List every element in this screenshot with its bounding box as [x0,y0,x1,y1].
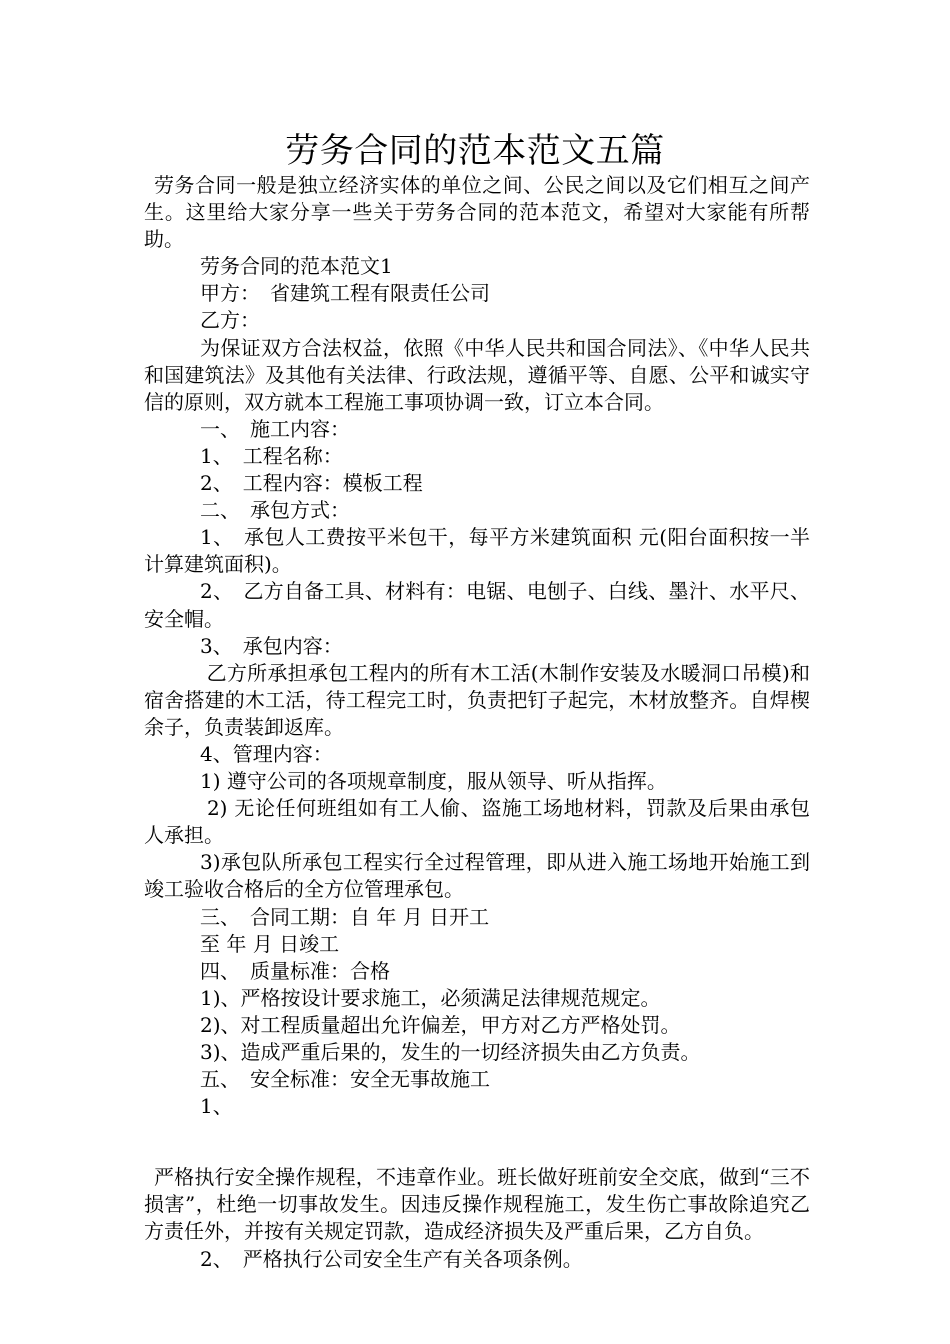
clause-1-2: 2、 工程内容：模板工程 [200,471,423,496]
clause-2-4-2: 2) 无论任何班组如有工人偷、盗施工场地材料，罚款及后果由承包人承担。 [144,796,810,848]
section-heading-4: 四、 质量标准：合格 [200,958,390,983]
paragraph-gap [144,1120,810,1164]
clause-4-2: 2)、对工程质量超出允许偏差，甲方对乙方严格处罚。 [200,1012,681,1037]
clause-4-1: 1)、严格按设计要求施工，必须满足法律规范规定。 [200,985,661,1010]
clause-2-2: 2、 乙方自备工具、材料有：电锯、电刨子、白线、墨汁、水平尺、安全帽。 [144,579,810,631]
sample-heading: 劳务合同的范本范文1 [200,254,393,279]
clause-2-4-3: 3)承包队所承包工程实行全过程管理，即从进入施工场地开始施工到竣工验收合格后的全方位管理承包。 [144,850,810,902]
preamble-paragraph: 为保证双方合法权益，依照《中华人民共和国合同法》、《中华人民共和国建筑法》及其他有关法律、行政法规，遵循平等、自愿、公平和诚实守信的原则，双方就本工程施工事项协调一致，订立本合同。 [144,335,810,414]
section-heading-2: 二、 承包方式： [200,498,350,523]
clause-3-end-date: 至 年 月 日竣工 [200,931,340,956]
intro-paragraph: 劳务合同一般是独立经济实体的单位之间、公民之间以及它们相互之间产生。这里给大家分享一些关于劳务合同的范本范文，希望对大家能有所帮助。 [144,173,810,252]
clause-2-4: 4、管理内容： [200,741,333,766]
clause-2-3: 3、 承包内容： [200,633,343,658]
clause-2-4-1: 1) 遵守公司的各项规章制度，服从领导、听从指挥。 [200,769,667,794]
section-heading-5: 五、 安全标准：安全无事故施工 [200,1067,490,1092]
section-heading-3: 三、 合同工期：自 年 月 日开工 [200,904,490,929]
clause-1-1: 1、 工程名称： [200,443,343,468]
clause-2-1: 1、 承包人工费按平米包干，每平方米建筑面积 元(阳台面积按一半计算建筑面积)。 [144,525,810,577]
clause-5-2: 2、 严格执行公司安全生产有关各项条例。 [200,1246,583,1271]
clause-4-3: 3)、造成严重后果的，发生的一切经济损失由乙方负责。 [200,1040,701,1064]
section-heading-1: 一、 施工内容： [200,416,350,441]
clause-5-1: 1、 [200,1094,233,1119]
document-body [144,172,810,1273]
clause-5-1-body: 严格执行安全操作规程，不违章作业。班长做好班前安全交底，做到“三不损害”，杜绝一切事故发生。因违反操作规程施工，发生伤亡事故除追究乙方责任外，并按有关规定罚款，造成经济损失及严重后果，乙方自负。 [144,1165,810,1244]
party-a-line: 甲方： 省建筑工程有限责任公司 [200,281,490,306]
document-title: 劳务合同的范本范文五篇 [285,131,665,171]
party-b-line: 乙方： [200,308,260,333]
clause-2-3-body: 乙方所承担承包工程内的所有木工活(木制作安装及水暖洞口吊模)和宿舍搭建的木工活，待工程完工时，负责把钉子起完，木材放整齐。自焊楔余子，负责装卸返库。 [144,660,811,739]
